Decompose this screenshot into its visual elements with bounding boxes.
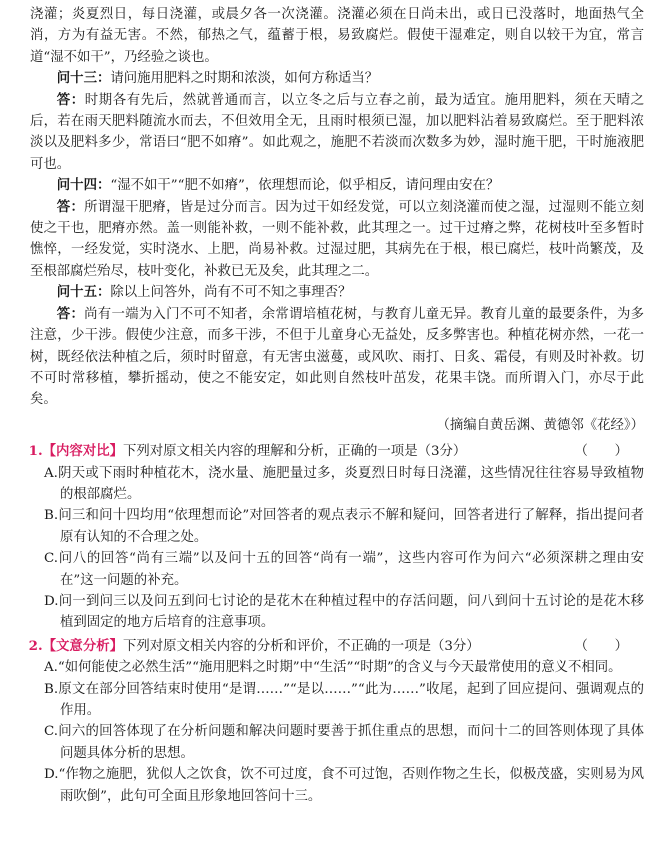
a14-label: 答： [56,198,85,215]
question-1-stem [30,441,644,462]
a15-label: 答： [56,305,85,322]
question-1-tag: 【内容对比】 [42,443,123,460]
answer-blank-2[interactable]: （ ） [574,638,628,654]
option-1a[interactable]: A.阴天或下雨时种植花木，浇水量、施肥量过多，炎夏烈日时每日浇灌，这些情况往往容易导致植物的根部腐烂。 [44,465,644,502]
answer-14 [30,197,644,283]
option-1d[interactable]: D.问一到问三以及问五到问七讨论的是花木在种植过程中的存活问题，问八到问十五讨论的是花木移植到固定的地方后培育的注意事项。 [44,593,644,631]
a15-text: 尚有一端为入门不可不知者，余常谓培植花树，与教育儿童无异。教育儿童的最要条件，为多注意，少干涉。假使少注意，而多干涉，不但于儿童身心无益处，反多弊害也。种植花树亦然，一花一树，既经依法种植之后，须时时留意，有无害虫滋蔓，或风吹、雨打、日炙、霜侵，有则及时补救。切不可时常移植，攀折摇动，使之不能安定，如此则自然枝叶茁发，花果丰饶。而所谓入门，亦尽于此矣。 [30,306,645,408]
option-1b[interactable]: B.问三和问十四均用“依理想而论”对回答者的观点表示不解和疑问，回答者进行了解释，指出提问者原有认知的不合理之处。 [44,508,644,545]
answer-15 [30,304,644,411]
question-1-text: 下列对原文相关内容的理解和分析，正确的一项是（3分） [123,444,467,460]
question-2-stem [30,636,644,657]
q13-label: 问十三： [56,70,111,87]
a13-label: 答： [56,91,85,108]
source-citation: （摘编自黄岳渊、黄德邻《花经》） [436,417,644,433]
option-2d[interactable]: D.“作物之施肥，犹似人之饮食，饮不可过度，食不可过饱，否则作物之生长，似极茂盛，实则易为风雨吹倒”，此句可全面且形象地回答问十三。 [44,767,644,804]
option-1c[interactable]: C.问八的回答“尚有三端”以及问十五的回答“尚有一端”，这些内容可作为问六“必须深耕之理由安在”这一问题的补充。 [44,551,644,588]
exercise-question-2 [30,636,644,807]
answer-13 [30,90,644,176]
option-2c[interactable]: C.问六的回答体现了在分析问题和解决问题时要善于抓住重点的思想，而问十二的回答则体现了具体问题具体分析的思想。 [44,724,644,761]
question-1-number: 1. [28,443,43,460]
q15-label: 问十五： [56,284,111,301]
question-14 [30,175,644,196]
q14-text: “湿不如干”“肥不如瘠”，依理想而论，似乎相反，请问理由安在？ [110,178,500,194]
question-2-tag: 【文意分析】 [42,637,123,654]
answer-blank-1[interactable]: （ ） [574,444,628,460]
q13-text: 请问施用肥料之时期和浓淡，如何方称适当？ [110,71,379,87]
question-13 [30,68,644,89]
a13-text: 时期各有先后，然就普通而言，以立冬之后与立春之前，最为适宜。施用肥料，须在天晴之后，若在雨天肥料随流水而去，不但效用全无，且雨时根须已湿，加以肥料沾着易致腐烂。至于肥料浓淡以及肥料多少，常语曰“肥不如瘠”。如此观之，施肥不若淡而次数多为妙，湿时施干肥，干时施液肥可也。 [30,92,645,172]
question-2-number: 2. [28,637,43,654]
a14-text: 所谓湿干肥瘠，皆是过分而言。因为过干如经发觉，可以立刻浇灌而使之湿，过湿则不能立刻使之干也，肥瘠亦然。盖一则能补救，一则不能补救，此其理之一。过干过瘠之弊，花树枝叶至多暂时憔悴，一经发觉，实时浇水、上肥，尚易补救。过湿过肥，其病先在于根，根已腐烂，枝叶尚繁茂，及至根部腐烂殆尽，枝叶变化，补救已无及矣，此其理之二。 [30,199,645,279]
question-15 [30,282,644,303]
option-2a[interactable]: A.“如何能使之必然生活”“施用肥料之时期”中“生活”“时期”的含义与今天最常使用的意义不相同。 [44,660,622,676]
passage-intro: 浇灌；炎夏烈日，每日浇灌，或晨夕各一次浇灌。浇灌必须在日尚未出，或日已没落时，地面热气全消，方为有益无害。不然，郁热之气，蕴蓄于根，易致腐烂。假使干湿难定，则自以较干为宜，常言道“湿不如干”，乃经验之谈也。 [30,7,644,65]
q15-text: 除以上问答外，尚有不可不知之事理否？ [110,285,352,301]
option-2b[interactable]: B.原文在部分回答结束时使用“是谓……”“是以……”“此为……”收尾，起到了回应提问、强调观点的作用。 [44,681,644,718]
exercise-question-1 [30,441,644,634]
q14-label: 问十四： [56,177,111,194]
question-2-text: 下列对原文相关内容的分析和评价，不正确的一项是（3分） [123,638,480,654]
